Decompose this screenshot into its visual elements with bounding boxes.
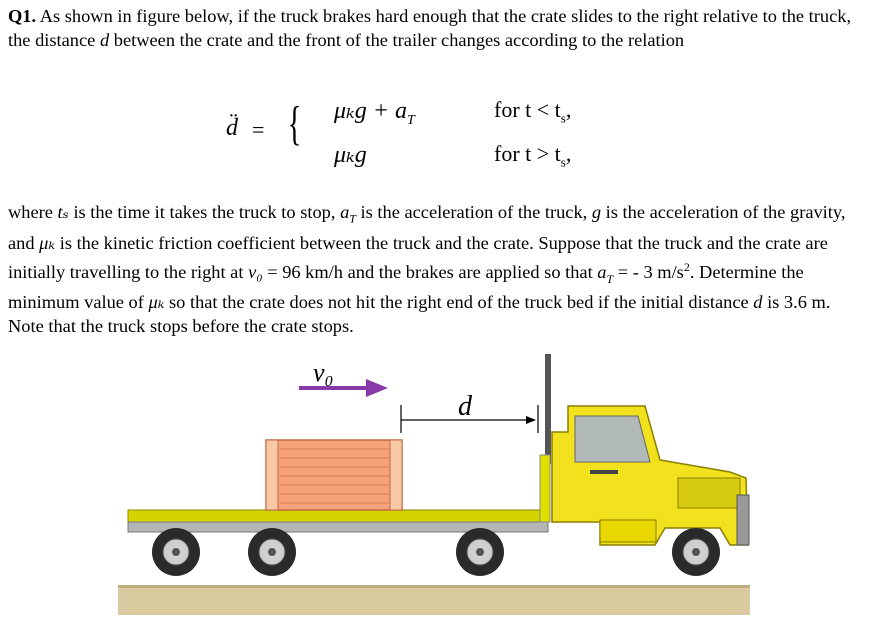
headboard bbox=[540, 455, 550, 522]
case2-condition: for $t > t_s$, bbox=[494, 141, 572, 170]
intro-text-cont: between the crate and the front of the trailer changes according to the relation bbox=[113, 30, 685, 50]
equation-lhs: d̈ bbox=[226, 115, 238, 141]
wheel-front bbox=[672, 528, 720, 576]
fuel-tank bbox=[600, 520, 656, 542]
ground-edge bbox=[118, 585, 750, 588]
intro-text: As shown in figure below, if the truck brakes hard enough that the crate slides to the right relative to the truck, the distance bbox=[8, 6, 852, 50]
equation-brace: { bbox=[287, 97, 302, 150]
cab-window bbox=[575, 416, 650, 462]
crate-post-left bbox=[266, 440, 278, 510]
wheel-drive bbox=[456, 528, 504, 576]
ground bbox=[118, 585, 750, 615]
wheel-rear-2 bbox=[248, 528, 296, 576]
velocity-label: v₀ bbox=[313, 358, 334, 387]
question-label: Q1. bbox=[8, 6, 37, 26]
crate bbox=[266, 440, 402, 510]
crate-post-right bbox=[390, 440, 402, 510]
dimension-arrowhead bbox=[526, 416, 536, 424]
question-body: where tₛ is the time it takes the truck to stop, $a_T$ is the acceleration of the truck, g is the acceleration of the gravity, and μₖ is the kinetic friction coefficient between the truck and the crate. Suppose that the truck and the crate are initially travelling to the right at v₀ = 96 km/h and the brakes are applied so that $a_T$ = - 3 $m/s^2$. Determine the minimum value of μₖ so that the crate does not hit the right end of the truck bed if the initial distance d is 3.6 m. Note that the truck stops before the crate stops. bbox=[8, 202, 846, 337]
velocity-arrowhead bbox=[366, 379, 388, 397]
exhaust-stack bbox=[545, 354, 551, 464]
hood-panel bbox=[678, 478, 740, 508]
case2-expression: μₖg bbox=[334, 142, 367, 168]
distance-label: d bbox=[458, 391, 472, 422]
equation-equals: = bbox=[252, 117, 265, 142]
front-bumper bbox=[737, 495, 749, 545]
wheel-rear-1 bbox=[152, 528, 200, 576]
flatbed-deck bbox=[128, 510, 548, 522]
case1-expression: $\mu_kg + a_T$ bbox=[334, 98, 415, 128]
case1-condition: for $t < t_s$, bbox=[494, 97, 572, 126]
variable-d: d bbox=[99, 30, 110, 50]
door-handle bbox=[590, 470, 618, 474]
